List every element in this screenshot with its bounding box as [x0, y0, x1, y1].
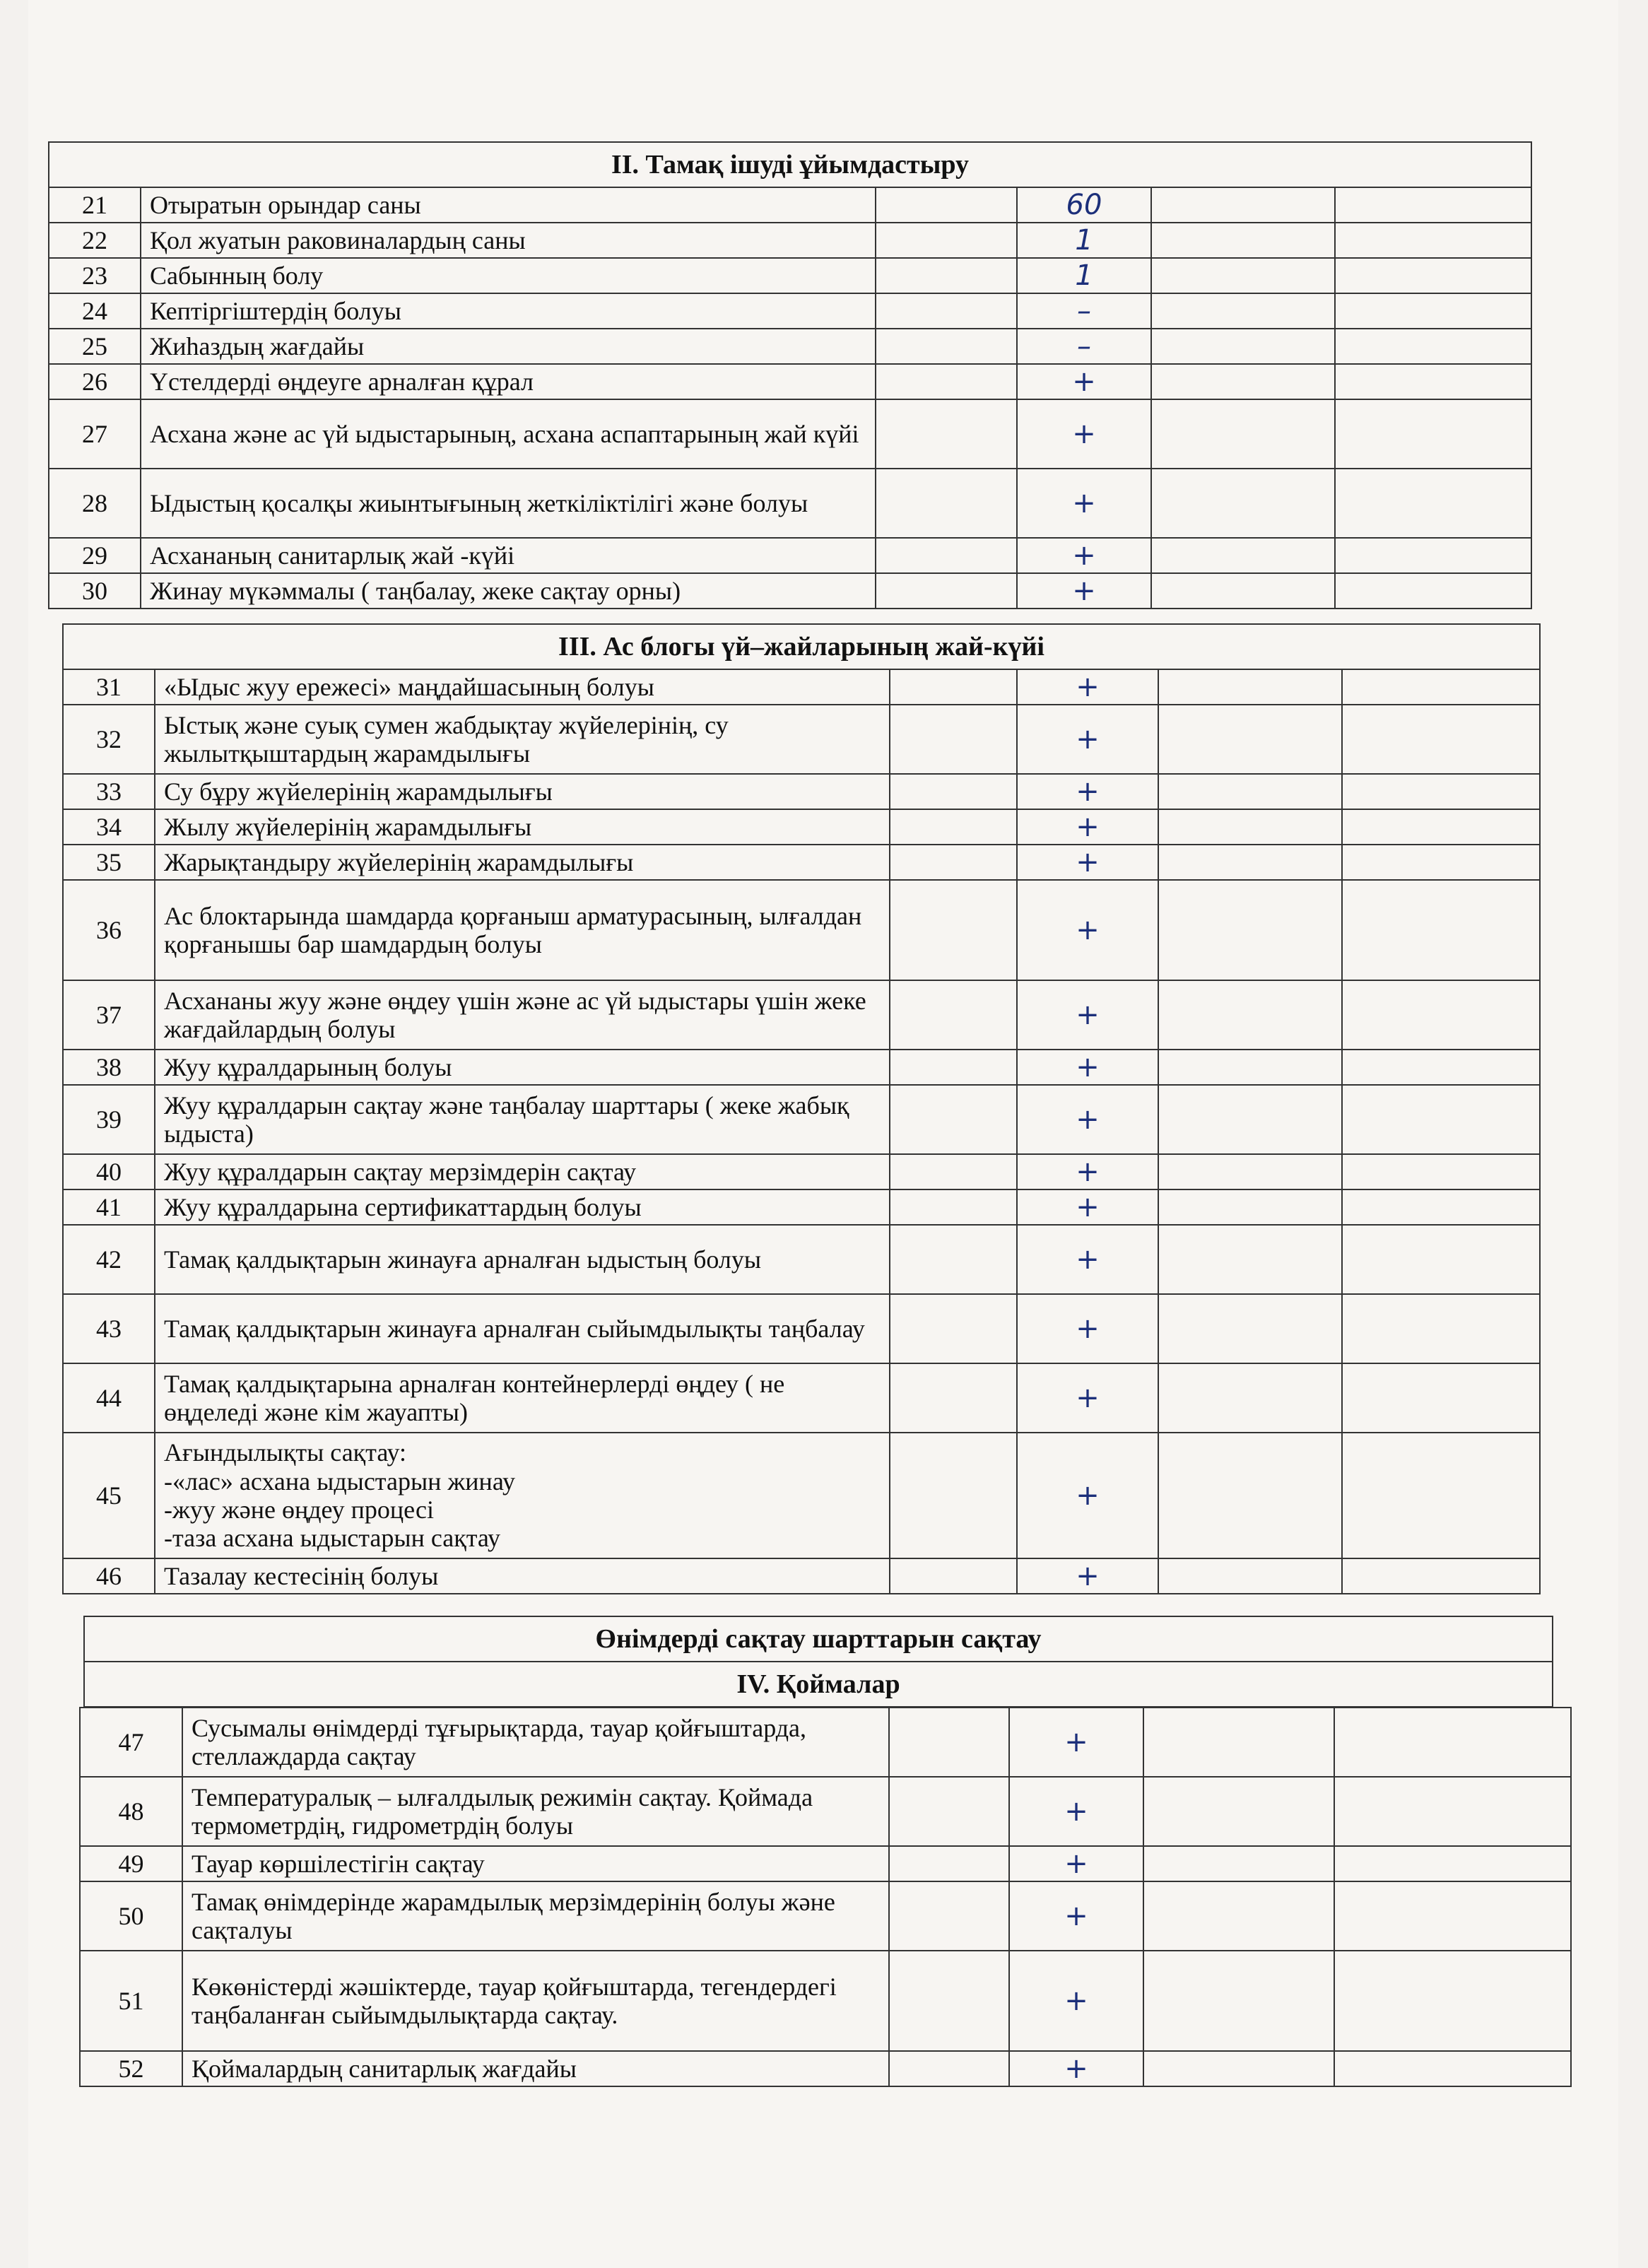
section-iii-title: III. Ас блогы үй–жайларының жай-күйі: [63, 624, 1540, 669]
handwritten-mark: +: [1017, 1050, 1158, 1085]
section-ii-table: [48, 141, 1532, 609]
table-row: 25 Жиһаздың жағдайы –: [49, 329, 1531, 364]
handwritten-mark: +: [1009, 1846, 1143, 1881]
section-iii-table: [62, 623, 1541, 1594]
handwritten-mark: +: [1017, 1558, 1158, 1594]
storage-title-table: [83, 1616, 1553, 1708]
handwritten-mark: +: [1017, 1225, 1158, 1294]
table-row: 52 Қоймалардың санитарлық жағдайы +: [80, 2051, 1571, 2086]
table-row: 37 Асхананы жуу және өңдеу үшін және ас үй ыдыстары үшін жеке жағдайлардың болуы +: [63, 980, 1540, 1050]
table-row: 26 Үстелдерді өңдеуге арналған құрал +: [49, 364, 1531, 399]
table-row: 38 Жуу құралдарының болуы +: [63, 1050, 1540, 1085]
table-row: 50 Тамақ өнімдерінде жарамдылық мерзімдерінің болуы және сақталуы +: [80, 1881, 1571, 1951]
handwritten-mark: +: [1017, 1189, 1158, 1225]
storage-title: Өнімдерді сақтау шарттарын сақтау: [84, 1616, 1553, 1662]
table-row: 28 Ыдыстың қосалқы жиынтығының жеткіліктілігі және болуы +: [49, 469, 1531, 538]
table-row: 48 Температуралық – ылғалдылық режимін сақтау. Қоймада термометрдің, гидрометрдің болуы +: [80, 1777, 1571, 1846]
table-row: 34 Жылу жүйелерінің жарамдылығы +: [63, 809, 1540, 845]
storage-subtitle: IV. Қоймалар: [84, 1662, 1553, 1707]
table-row: 29 Асхананың санитарлық жай -күйі +: [49, 538, 1531, 573]
handwritten-mark: +: [1017, 809, 1158, 845]
table-row: 33 Су бұру жүйелерінің жарамдылығы +: [63, 774, 1540, 809]
section-iv-table: [79, 1707, 1572, 2087]
handwritten-mark: –: [1017, 293, 1151, 329]
table-row: 21 Отыратын орындар саны 60: [49, 187, 1531, 223]
table-row: 35 Жарықтандыру жүйелерінің жарамдылығы +: [63, 845, 1540, 880]
handwritten-mark: +: [1017, 399, 1151, 469]
table-row: 36 Ас блоктарында шамдарда қорғаныш арматурасының, ылғалдан қорғанышы бар шамдардың болуы +: [63, 880, 1540, 980]
table-row: 41 Жуу құралдарына сертификаттардың болуы +: [63, 1189, 1540, 1225]
table-row: 23 Сабынның болу 1: [49, 258, 1531, 293]
table-row: 30 Жинау мүкәммалы ( таңбалау, жеке сақтау орны) +: [49, 573, 1531, 609]
handwritten-mark: +: [1017, 1294, 1158, 1363]
table-row: 45 Ағындылықты сақтау: -«лас» асхана ыдыстарын жинау -жуу және өңдеу процесі -таза асхана ыдыстарын сақтау +: [63, 1433, 1540, 1558]
table-row: 40 Жуу құралдарын сақтау мерзімдерін сақтау +: [63, 1154, 1540, 1189]
table-row: 27 Асхана және ас үй ыдыстарының, асхана аспаптарының жай күйі +: [49, 399, 1531, 469]
section-ii-title: II. Тамақ ішуді ұйымдастыру: [49, 142, 1531, 187]
table-row: 24 Кептіргіштердің болуы –: [49, 293, 1531, 329]
handwritten-mark: +: [1017, 1085, 1158, 1154]
table-row: 46 Тазалау кестесінің болуы +: [63, 1558, 1540, 1594]
handwritten-mark: +: [1009, 2051, 1143, 2086]
handwritten-mark: +: [1017, 469, 1151, 538]
handwritten-mark: +: [1017, 538, 1151, 573]
table-row: 49 Тауар көршілестігін сақтау +: [80, 1846, 1571, 1881]
handwritten-mark: +: [1017, 573, 1151, 609]
handwritten-mark: +: [1017, 1363, 1158, 1433]
handwritten-mark: 1: [1017, 223, 1151, 258]
table-row: 43 Тамақ қалдықтарын жинауға арналған сыйымдылықты таңбалау +: [63, 1294, 1540, 1363]
table-row: 44 Тамақ қалдықтарына арналған контейнерлерді өңдеу ( не өңделеді және кім жауапты) +: [63, 1363, 1540, 1433]
table-row: 31 «Ыдыс жуу ережесі» маңдайшасының болуы +: [63, 669, 1540, 705]
handwritten-mark: +: [1009, 1881, 1143, 1951]
handwritten-mark: +: [1017, 880, 1158, 980]
table-row: 47 Сусымалы өнімдерді тұғырықтарда, тауар қойғыштарда, стеллаждарда сақтау +: [80, 1708, 1571, 1777]
table-row: 42 Тамақ қалдықтарын жинауға арналған ыдыстың болуы +: [63, 1225, 1540, 1294]
handwritten-mark: +: [1017, 669, 1158, 705]
handwritten-mark: –: [1017, 329, 1151, 364]
table-row: 22 Қол жуатын раковиналардың саны 1: [49, 223, 1531, 258]
handwritten-mark: +: [1017, 980, 1158, 1050]
handwritten-mark: +: [1017, 774, 1158, 809]
handwritten-mark: +: [1017, 1433, 1158, 1558]
handwritten-mark: +: [1009, 1951, 1143, 2051]
handwritten-mark: 60: [1017, 187, 1151, 223]
handwritten-mark: +: [1009, 1708, 1143, 1777]
table-row: 51 Көкөністерді жәшіктерде, тауар қойғыштарда, тегендердегі таңбаланған сыйымдылықтарда сақтау. +: [80, 1951, 1571, 2051]
handwritten-mark: +: [1017, 845, 1158, 880]
handwritten-mark: +: [1009, 1777, 1143, 1846]
handwritten-mark: +: [1017, 1154, 1158, 1189]
table-row: 32 Ыстық және суық сумен жабдықтау жүйелерінің, су жылытқыштардың жарамдылығы +: [63, 705, 1540, 774]
table-row: 39 Жуу құралдарын сақтау және таңбалау шарттары ( жеке жабық ыдыста) +: [63, 1085, 1540, 1154]
handwritten-mark: +: [1017, 364, 1151, 399]
handwritten-mark: 1: [1017, 258, 1151, 293]
handwritten-mark: +: [1017, 705, 1158, 774]
